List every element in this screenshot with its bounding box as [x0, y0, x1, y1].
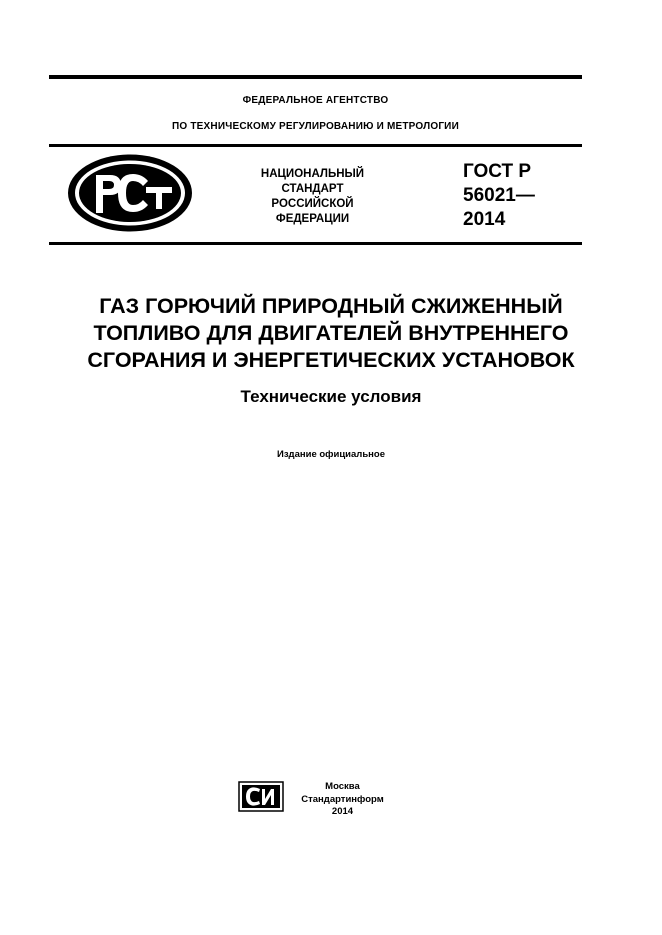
header-rule — [49, 144, 582, 147]
national-line-4: ФЕДЕРАЦИИ — [275, 213, 350, 225]
agency-name-line1: ФЕДЕРАЛЬНОЕ АГЕНТСТВО — [242, 95, 389, 106]
publisher-city: Москва — [325, 781, 360, 792]
gost-line-1: ГОСТ Р — [463, 161, 532, 182]
title-line-2: ТОПЛИВО ДЛЯ ДВИГАТЕЛЕЙ ВНУТРЕННЕГО — [93, 321, 569, 345]
title-line-3: СГОРАНИЯ И ЭНЕРГЕТИЧЕСКИХ УСТАНОВОК — [87, 348, 575, 372]
gost-line-3: 2014 — [463, 209, 506, 230]
top-rule — [49, 75, 582, 79]
national-standard-label — [240, 167, 385, 227]
edition-note: Издание официальное — [277, 449, 385, 460]
title-line-1: ГАЗ ГОРЮЧИЙ ПРИРОДНЫЙ СЖИЖЕННЫЙ — [99, 294, 563, 318]
publisher-name: Стандартинформ — [301, 793, 384, 805]
national-line-2: СТАНДАРТ — [281, 183, 344, 195]
document-subtitle: Технические условия — [240, 387, 422, 406]
agency-name-line2: ПО ТЕХНИЧЕСКОМУ РЕГУЛИРОВАНИЮ И МЕТРОЛОГИИ — [172, 121, 459, 132]
national-line-3: РОССИЙСКОЙ — [271, 198, 354, 210]
document-title — [40, 293, 622, 374]
rst-certification-mark-icon — [66, 153, 194, 233]
standartinform-logo-icon — [238, 781, 284, 812]
gost-line-2: 56021— — [463, 185, 535, 206]
publisher-info — [290, 781, 395, 819]
national-line-1: НАЦИОНАЛЬНЫЙ — [260, 168, 365, 180]
standard-block-rule — [49, 242, 582, 245]
publisher-year: 2014 — [331, 806, 354, 817]
gost-designation — [463, 160, 535, 232]
